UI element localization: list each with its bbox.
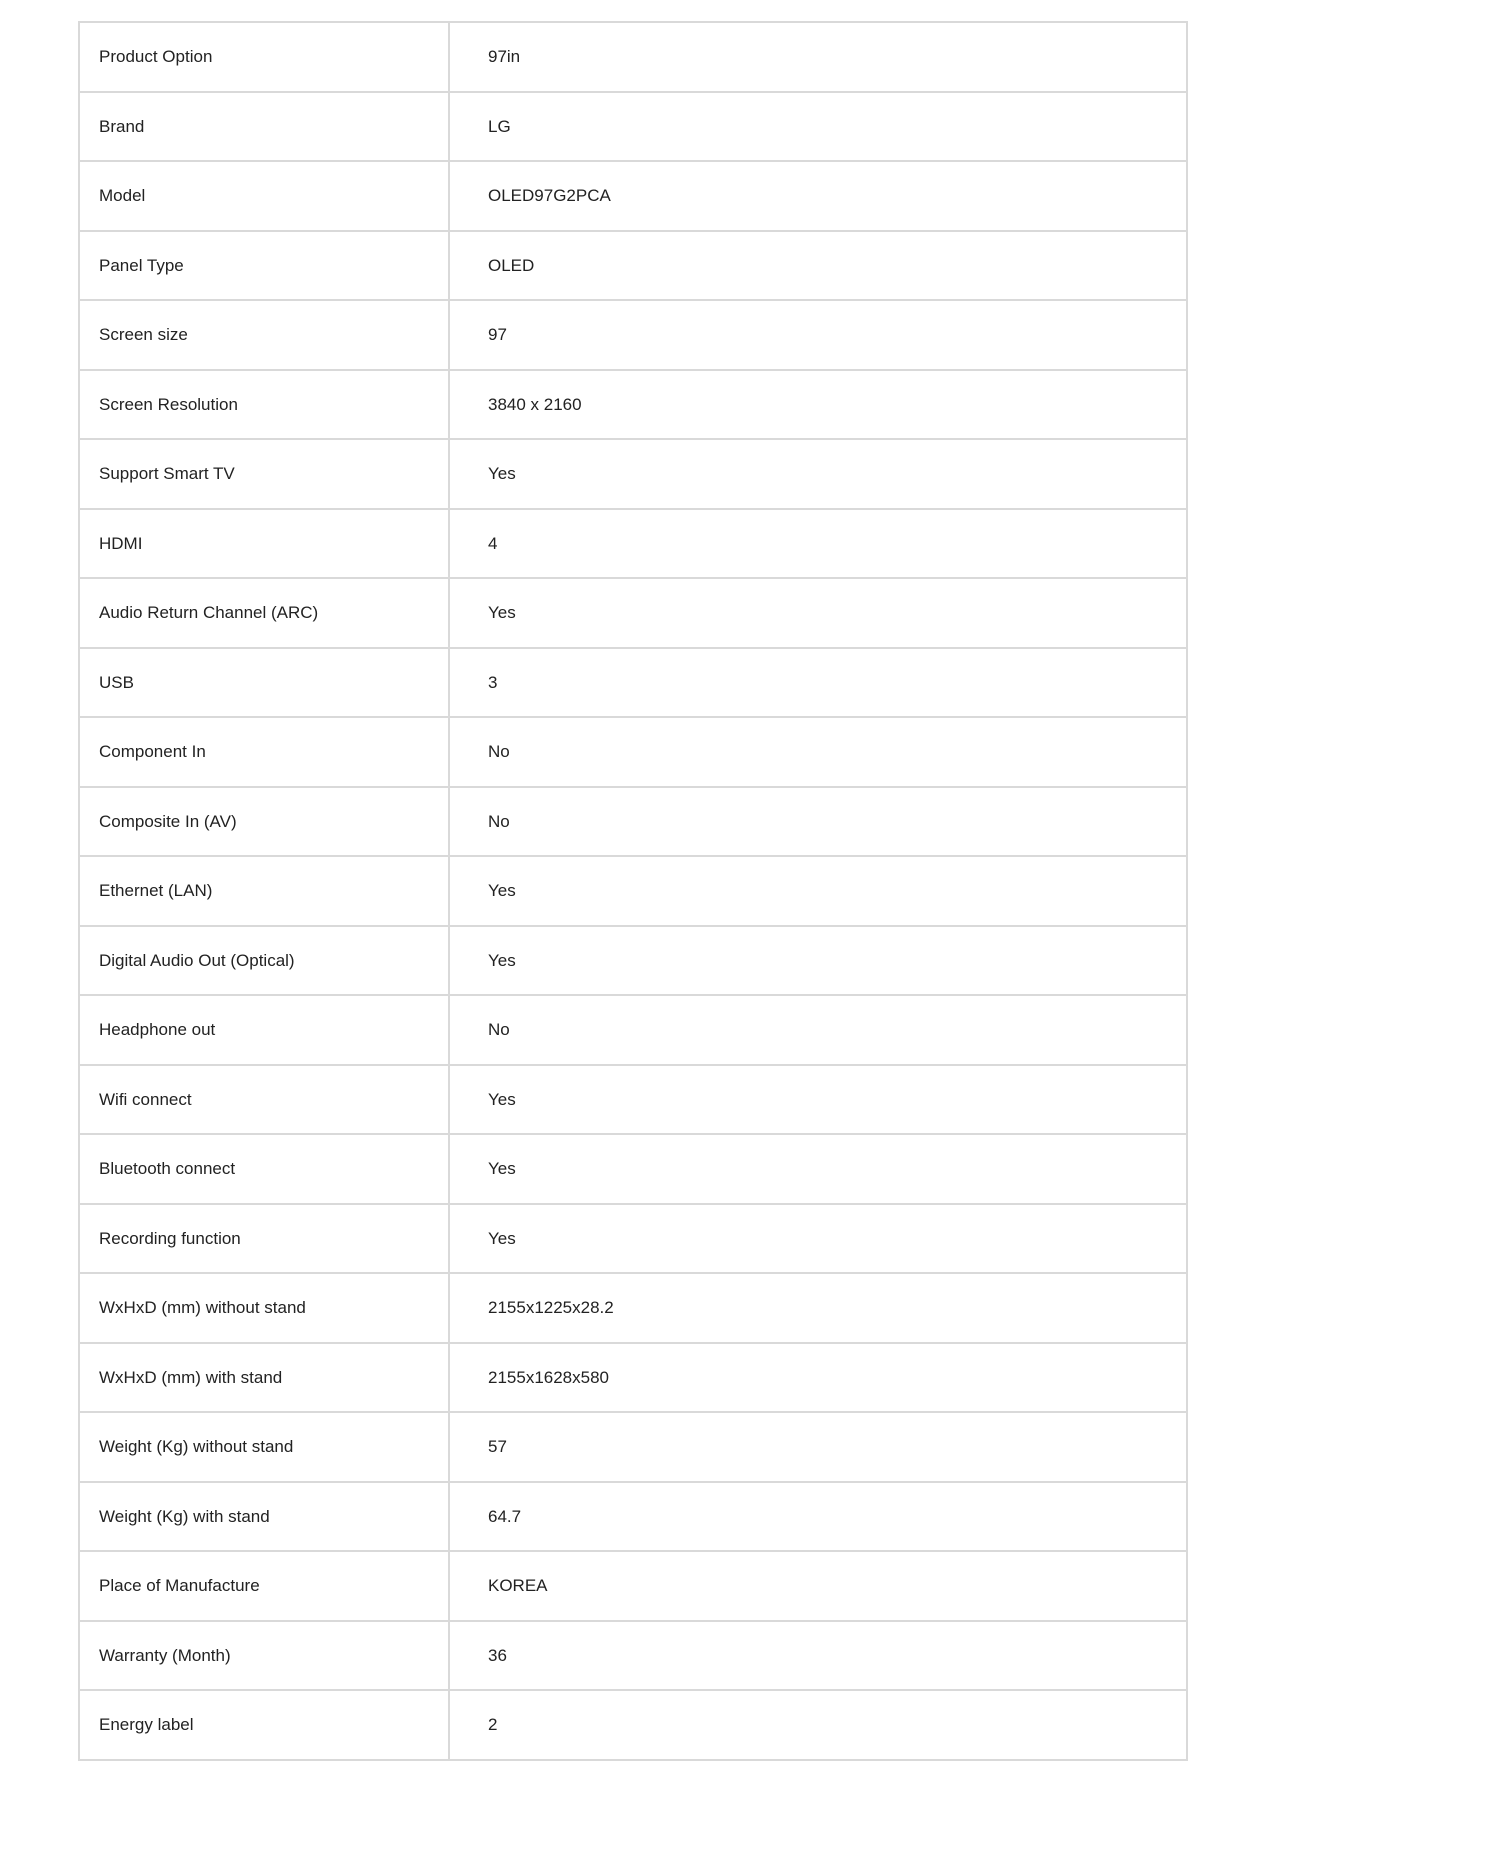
table-row bbox=[79, 161, 1187, 231]
spec-value: Yes bbox=[449, 1134, 1187, 1204]
spec-label: WxHxD (mm) with stand bbox=[79, 1343, 449, 1413]
table-row bbox=[79, 370, 1187, 440]
table-row bbox=[79, 1551, 1187, 1621]
spec-value: 2 bbox=[449, 1690, 1187, 1760]
spec-value: LG bbox=[449, 92, 1187, 162]
spec-label: Brand bbox=[79, 92, 449, 162]
table-row bbox=[79, 787, 1187, 857]
spec-value: Yes bbox=[449, 578, 1187, 648]
spec-value: Yes bbox=[449, 1204, 1187, 1274]
spec-value: Yes bbox=[449, 926, 1187, 996]
spec-label: Panel Type bbox=[79, 231, 449, 301]
spec-value: 97in bbox=[449, 22, 1187, 92]
table-row bbox=[79, 578, 1187, 648]
table-row bbox=[79, 1690, 1187, 1760]
spec-table bbox=[78, 21, 1188, 1761]
spec-table-body bbox=[79, 22, 1187, 1760]
spec-value: 64.7 bbox=[449, 1482, 1187, 1552]
table-row bbox=[79, 22, 1187, 92]
table-row bbox=[79, 1412, 1187, 1482]
table-row bbox=[79, 1065, 1187, 1135]
spec-value: 97 bbox=[449, 300, 1187, 370]
spec-label: Digital Audio Out (Optical) bbox=[79, 926, 449, 996]
spec-label: Composite In (AV) bbox=[79, 787, 449, 857]
spec-value: KOREA bbox=[449, 1551, 1187, 1621]
table-row bbox=[79, 92, 1187, 162]
spec-value: 4 bbox=[449, 509, 1187, 579]
table-row bbox=[79, 300, 1187, 370]
spec-label: Audio Return Channel (ARC) bbox=[79, 578, 449, 648]
spec-label: Product Option bbox=[79, 22, 449, 92]
table-row bbox=[79, 1343, 1187, 1413]
spec-value: 57 bbox=[449, 1412, 1187, 1482]
spec-value: 3840 x 2160 bbox=[449, 370, 1187, 440]
spec-value: No bbox=[449, 787, 1187, 857]
spec-label: Screen Resolution bbox=[79, 370, 449, 440]
table-row bbox=[79, 995, 1187, 1065]
spec-value: 36 bbox=[449, 1621, 1187, 1691]
spec-value: Yes bbox=[449, 1065, 1187, 1135]
spec-value: OLED bbox=[449, 231, 1187, 301]
spec-label: Place of Manufacture bbox=[79, 1551, 449, 1621]
spec-value: 2155x1628x580 bbox=[449, 1343, 1187, 1413]
spec-value: No bbox=[449, 995, 1187, 1065]
spec-label: Recording function bbox=[79, 1204, 449, 1274]
table-row bbox=[79, 1482, 1187, 1552]
table-row bbox=[79, 856, 1187, 926]
spec-label: Ethernet (LAN) bbox=[79, 856, 449, 926]
table-row bbox=[79, 1273, 1187, 1343]
spec-label: Headphone out bbox=[79, 995, 449, 1065]
spec-value: Yes bbox=[449, 856, 1187, 926]
spec-label: Wifi connect bbox=[79, 1065, 449, 1135]
table-row bbox=[79, 648, 1187, 718]
table-row bbox=[79, 717, 1187, 787]
spec-label: Warranty (Month) bbox=[79, 1621, 449, 1691]
table-row bbox=[79, 1204, 1187, 1274]
spec-value: OLED97G2PCA bbox=[449, 161, 1187, 231]
spec-value: No bbox=[449, 717, 1187, 787]
table-row bbox=[79, 231, 1187, 301]
spec-label: Model bbox=[79, 161, 449, 231]
spec-label: USB bbox=[79, 648, 449, 718]
spec-label: Screen size bbox=[79, 300, 449, 370]
spec-label: Bluetooth connect bbox=[79, 1134, 449, 1204]
table-row bbox=[79, 1134, 1187, 1204]
table-row bbox=[79, 509, 1187, 579]
table-row bbox=[79, 439, 1187, 509]
spec-label: WxHxD (mm) without stand bbox=[79, 1273, 449, 1343]
spec-value: 3 bbox=[449, 648, 1187, 718]
spec-label: HDMI bbox=[79, 509, 449, 579]
spec-label: Weight (Kg) without stand bbox=[79, 1412, 449, 1482]
spec-label: Support Smart TV bbox=[79, 439, 449, 509]
spec-value: 2155x1225x28.2 bbox=[449, 1273, 1187, 1343]
spec-label: Energy label bbox=[79, 1690, 449, 1760]
spec-label: Weight (Kg) with stand bbox=[79, 1482, 449, 1552]
table-row bbox=[79, 926, 1187, 996]
spec-label: Component In bbox=[79, 717, 449, 787]
spec-value: Yes bbox=[449, 439, 1187, 509]
table-row bbox=[79, 1621, 1187, 1691]
